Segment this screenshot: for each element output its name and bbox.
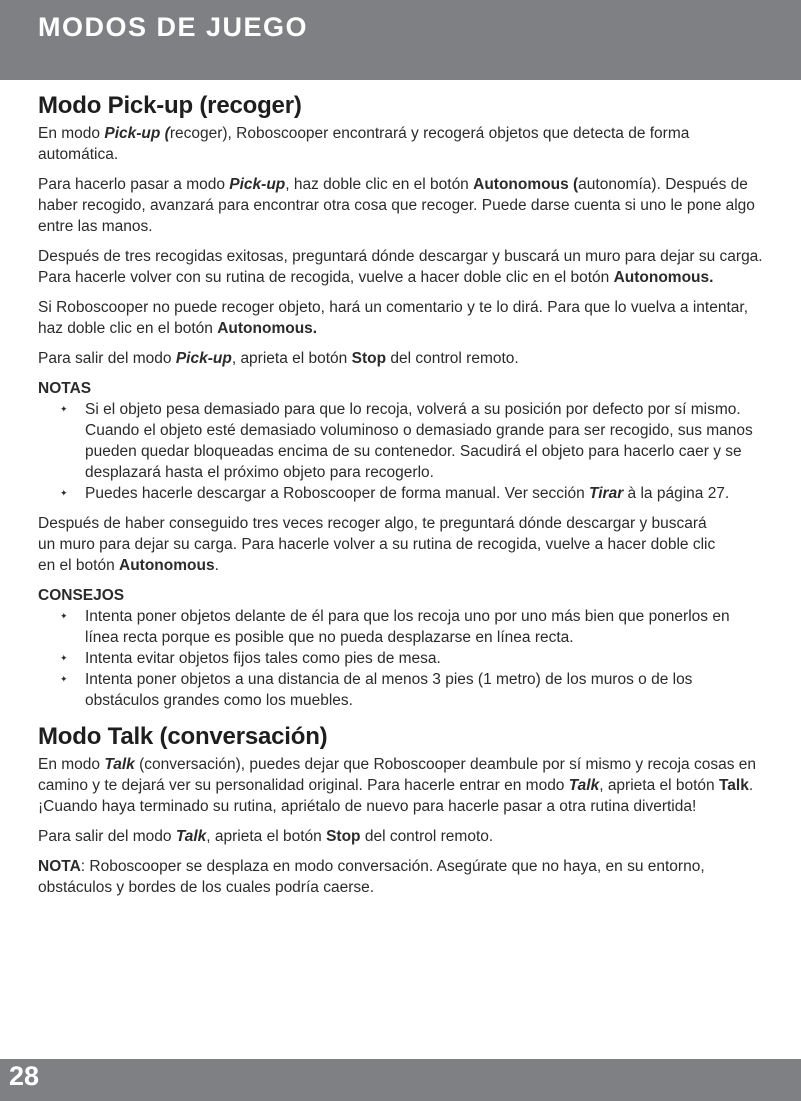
bullet-icon: ✦ [60,612,68,622]
bullet-icon: ✦ [60,654,68,664]
page-header-title: MODOS DE JUEGO [38,12,309,42]
note-label: NOTAS [38,380,92,397]
note-label: CONSEJOS [38,587,125,604]
text-segment: (conversación), puedes dejar que Roboscooper deambule por sí mismo y recoja cosas en camino y te dejará ver su personalidad original. Para hacerle entrar en modo [38,756,757,794]
content [38,80,765,907]
text-segment: Para hacerlo pasar a modo [38,176,230,193]
text-segment: Intenta poner objetos delante de él para que los recoja uno por uno más bien que ponerlos en línea recta porque es posible que no pueda desplazarse en línea recta. [85,608,730,646]
text-segment: . [214,557,219,574]
text-segment: Para salir del modo [38,350,176,367]
bullet-item [38,606,765,648]
text-segment: autonomía). Después de haber recogido, avanzará para encontrar otra cosa que recoger. Puede darse cuenta si uno le pone algo entre las manos. [38,176,755,235]
page-header [0,0,801,80]
text-segment: Después de tres recogidas exitosas, preguntará dónde descargar y buscará un muro para dejar su carga. Para hacerle volver con su rutina de recogida, vuelve a hacer doble clic en el botón [38,248,763,286]
text-segment: Si el objeto pesa demasiado para que lo recoja, volverá a su posición por defecto por sí mismo. Cuando el objeto esté demasiado voluminoso o demasiado grande para ser recogido, sus manos pueden quedar bloqueadas encima de su contenedor. Sacudirá el objeto para hacerlo caer y se desplazará hasta el próximo objeto para recogerlo. [85,401,753,481]
text-segment: del control remoto. [386,350,519,367]
text-segment: Si Roboscooper no puede recoger objeto, hará un comentario y te lo dirá. Para que lo vuelva a intentar, haz doble clic en el botón [38,299,749,337]
bullet-list [38,606,765,711]
text-segment: , aprieta el botón [231,350,352,367]
section-2 [38,723,765,898]
text-segment: Autonomous. [217,320,318,337]
page-footer [0,1059,801,1101]
text-segment: Stop [326,828,361,845]
text-segment: Talk [175,828,207,845]
text-segment: Autonomous. [613,269,714,286]
text-segment: Pick-up [175,350,232,367]
page-number: 28 [9,1061,40,1091]
bullet-list [38,399,765,504]
bullet-item [38,399,765,483]
text-segment: Autonomous ( [473,176,579,193]
text-segment: del control remoto. [360,828,494,845]
text-segment: Intenta evitar objetos fijos tales como pies de mesa. [85,650,441,667]
text-segment: Talk [718,777,749,794]
paragraph [38,826,765,847]
bullet-item [38,483,765,504]
text-segment: Tirar [589,485,624,502]
section-heading: Modo Talk (conversación) [38,723,328,750]
paragraph [38,174,765,237]
paragraph [38,123,765,165]
bullet-item [38,648,765,669]
text-segment: En modo [38,125,105,142]
text-segment: . ¡Cuando haya terminado su rutina, apriétalo de nuevo para hacerle pasar a otra rutina divertida! [38,777,754,815]
text-segment: , aprieta el botón [599,777,719,794]
bullet-item [38,669,765,711]
text-segment: Stop [351,350,387,367]
text-segment: Pick-up [229,176,286,193]
text-segment: , haz doble clic en el botón [285,176,474,193]
text-segment: NOTA [38,858,81,875]
text-segment: Talk [568,777,600,794]
section-heading: Modo Pick-up (recoger) [38,92,302,119]
paragraph [38,513,718,576]
paragraph [38,754,765,817]
text-segment: Puedes hacerle descargar a Roboscooper de forma manual. Ver sección [85,485,590,502]
paragraph [38,348,765,369]
text-segment: En modo [38,756,105,773]
paragraph [38,856,765,898]
bullet-icon: ✦ [60,489,68,499]
text-segment: : Roboscooper se desplaza en modo conversación. Asegúrate que no haya, en su entorno, obstáculos y bordes de los cuales podría caerse. [38,858,705,896]
text-segment: Para salir del modo [38,828,176,845]
text-segment: à la página 27. [623,485,730,502]
bullet-icon: ✦ [60,675,68,685]
paragraph [38,246,765,288]
bullet-icon: ✦ [60,405,68,415]
text-segment: , aprieta el botón [206,828,327,845]
text-segment: Intenta poner objetos a una distancia de al menos 3 pies (1 metro) de los muros o de los obstáculos grandes como los muebles. [85,671,693,709]
section-1 [38,92,765,711]
text-segment: Autonomous [119,557,215,574]
text-segment: Talk [104,756,135,773]
text-segment: recoger), Roboscooper encontrará y recogerá objetos que detecta de forma automática. [38,125,690,163]
text-segment: Después de haber conseguido tres veces recoger algo, te preguntará dónde descargar y buscará un muro para dejar su carga. Para hacerle volver a su rutina de recogida, vuelve a hacer doble clic en el botón [38,515,716,574]
text-segment: Pick-up ( [104,125,170,142]
paragraph [38,297,765,339]
